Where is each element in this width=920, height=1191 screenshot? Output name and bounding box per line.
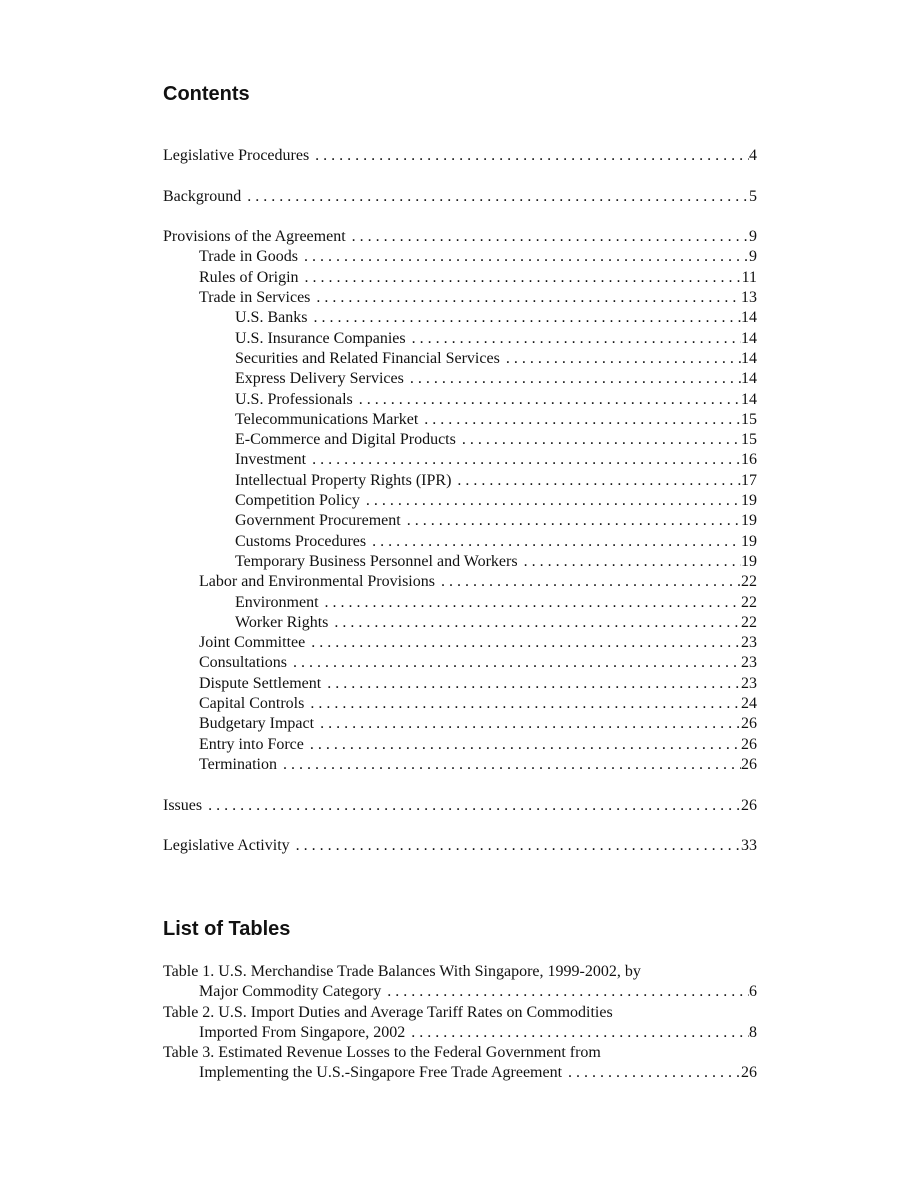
table-entry-page: 26 <box>741 1064 757 1082</box>
toc-leader-dots <box>306 450 741 470</box>
list-of-tables <box>163 962 757 1084</box>
toc-entry-telecommunications[interactable] <box>163 410 757 430</box>
toc-entry-securities[interactable] <box>163 349 757 369</box>
table-entry-continuation <box>163 982 757 1002</box>
toc-entry-page: 19 <box>741 492 757 510</box>
toc-leader-dots <box>304 694 741 714</box>
list-of-tables-heading: List of Tables <box>163 918 291 940</box>
toc-entry-investment[interactable] <box>163 450 757 470</box>
toc-entry-page: 14 <box>741 390 757 408</box>
toc-entry-issues[interactable] <box>163 796 757 816</box>
toc-entry-page: 23 <box>741 654 757 672</box>
toc-entry-page: 5 <box>749 187 757 205</box>
table-entry-page: 6 <box>749 983 757 1001</box>
table-entry-label: Major Commodity Category <box>199 983 382 1001</box>
table-entry-title: Table 2. U.S. Import Duties and Average Tariff Rates on Commodities <box>163 1003 613 1021</box>
toc-entry-label: Temporary Business Personnel and Workers <box>235 552 518 570</box>
toc-entry-label: Government Procurement <box>235 512 401 530</box>
toc-leader-dots <box>381 982 749 1002</box>
toc-entry-label: Express Delivery Services <box>235 370 404 388</box>
toc-entry-page: 26 <box>741 735 757 753</box>
toc-leader-dots <box>418 410 741 430</box>
toc-entry-label: Worker Rights <box>235 613 329 631</box>
toc-entry-trade-in-goods[interactable] <box>163 247 757 267</box>
toc-leader-dots <box>562 1063 741 1083</box>
toc-entry-page: 15 <box>741 431 757 449</box>
toc-entry-label: Telecommunications Market <box>235 410 419 428</box>
toc-entry-page: 24 <box>741 695 757 713</box>
toc-entry-government-procurement[interactable] <box>163 511 757 531</box>
toc-entry-page: 11 <box>741 268 757 286</box>
toc-entry-page: 15 <box>741 410 757 428</box>
toc-leader-dots <box>401 511 741 531</box>
toc-leader-dots <box>309 146 749 166</box>
table-entry-continuation <box>163 1023 757 1043</box>
toc-entry-consultations[interactable] <box>163 653 757 673</box>
toc-leader-dots <box>360 491 741 511</box>
toc-entry-page: 17 <box>741 471 757 489</box>
toc-leader-dots <box>290 836 741 856</box>
toc-entry-capital-controls[interactable] <box>163 694 757 714</box>
toc-entry-label: U.S. Professionals <box>235 390 353 408</box>
toc-entry-label: Capital Controls <box>199 695 305 713</box>
toc-entry-label: Competition Policy <box>235 492 360 510</box>
toc-entry-page: 26 <box>741 715 757 733</box>
toc-entry-page: 26 <box>741 796 757 814</box>
toc-entry-page: 22 <box>741 573 757 591</box>
toc-entry-page: 9 <box>749 228 757 246</box>
toc-entry-page: 9 <box>749 248 757 266</box>
toc-entry-label: Consultations <box>199 654 288 672</box>
toc-entry-competition-policy[interactable] <box>163 491 757 511</box>
toc-entry-customs-procedures[interactable] <box>163 532 757 552</box>
toc-entry-page: 19 <box>741 512 757 530</box>
toc-entry-label: Rules of Origin <box>199 268 299 286</box>
toc-entry-page: 19 <box>741 552 757 570</box>
toc-entry-page: 13 <box>741 289 757 307</box>
toc-entry-provisions[interactable] <box>163 227 757 247</box>
toc-entry-label: Intellectual Property Rights (IPR) <box>235 471 452 489</box>
table-entry-1[interactable] <box>163 962 757 1003</box>
toc-entry-worker-rights[interactable] <box>163 613 757 633</box>
contents-heading: Contents <box>163 83 250 105</box>
table-entry-label: Imported From Singapore, 2002 <box>199 1023 406 1041</box>
toc-entry-environment[interactable] <box>163 593 757 613</box>
toc-entry-page: 14 <box>741 370 757 388</box>
toc-leader-dots <box>500 349 741 369</box>
table-entry-2[interactable] <box>163 1003 757 1044</box>
table-entry-page: 8 <box>749 1023 757 1041</box>
toc-entry-label: Legislative Procedures <box>163 147 310 164</box>
table-entry-label: Implementing the U.S.-Singapore Free Trade Agreement <box>199 1064 563 1082</box>
toc-entry-label: Trade in Goods <box>199 248 298 266</box>
toc-leader-dots <box>202 796 741 816</box>
toc-entry-label: Dispute Settlement <box>199 674 322 692</box>
toc-entry-label: Labor and Environmental Provisions <box>199 573 435 591</box>
toc-leader-dots <box>456 430 741 450</box>
toc-entry-label: Investment <box>235 451 307 469</box>
toc-entry-ipr[interactable] <box>163 471 757 491</box>
table-entry-title: Table 3. Estimated Revenue Losses to the Federal Government from <box>163 1044 601 1062</box>
toc-entry-dispute-settlement[interactable] <box>163 674 757 694</box>
toc-entry-label: Provisions of the Agreement <box>163 228 346 246</box>
toc-entry-joint-committee[interactable] <box>163 633 757 653</box>
toc-leader-dots <box>328 613 741 633</box>
toc-leader-dots <box>346 227 749 247</box>
toc-entry-label: Background <box>163 187 242 205</box>
toc-entry-label: Budgetary Impact <box>199 715 315 733</box>
toc-leader-dots <box>319 593 741 613</box>
toc-entry-page: 14 <box>741 329 757 347</box>
toc-entry-termination[interactable] <box>163 755 757 775</box>
toc-leader-dots <box>321 674 741 694</box>
toc-entry-page: 23 <box>741 634 757 652</box>
toc-entry-temporary-business-personnel[interactable] <box>163 552 757 572</box>
toc-entry-label: Termination <box>199 755 277 773</box>
toc-entry-us-insurance-companies[interactable] <box>163 329 757 349</box>
toc-entry-background[interactable] <box>163 187 757 207</box>
toc-entry-e-commerce[interactable] <box>163 430 757 450</box>
toc-entry-label: Customs Procedures <box>235 532 367 550</box>
toc-entry-label: Issues <box>163 796 203 814</box>
toc-entry-page: 16 <box>741 451 757 469</box>
toc-entry-page: 22 <box>741 593 757 611</box>
toc-leader-dots <box>451 471 741 491</box>
toc-leader-dots <box>314 714 741 734</box>
toc-leader-dots <box>307 308 741 328</box>
toc-leader-dots <box>299 268 742 288</box>
toc-leader-dots <box>406 329 741 349</box>
table-entry-title: Table 1. U.S. Merchandise Trade Balances With Singapore, 1999-2002, by <box>163 963 641 980</box>
toc-entry-label: Trade in Services <box>199 289 311 307</box>
toc-entry-label: Legislative Activity <box>163 837 290 855</box>
toc-leader-dots <box>405 1023 749 1043</box>
toc-entry-label: E-Commerce and Digital Products <box>235 431 456 449</box>
toc-entry-label: U.S. Banks <box>235 309 308 327</box>
toc-entry-page: 14 <box>741 349 757 367</box>
toc-entry-rules-of-origin[interactable] <box>163 268 757 288</box>
toc-entry-label: Environment <box>235 593 319 611</box>
toc-entry-legislative-procedures[interactable] <box>163 146 757 166</box>
toc-entry-budgetary-impact[interactable] <box>163 714 757 734</box>
table-entry-continuation <box>163 1063 757 1083</box>
toc-leader-dots <box>353 390 741 410</box>
toc-entry-page: 19 <box>741 532 757 550</box>
toc-entry-page: 22 <box>741 613 757 631</box>
table-entry-3[interactable] <box>163 1043 757 1084</box>
toc-leader-dots <box>366 532 741 552</box>
toc-leader-dots <box>241 187 749 207</box>
toc-leader-dots <box>298 247 749 267</box>
toc-entry-page: 26 <box>741 755 757 773</box>
toc-leader-dots <box>277 755 741 775</box>
toc-leader-dots <box>305 633 741 653</box>
toc-entry-us-professionals[interactable] <box>163 390 757 410</box>
toc-entry-express-delivery[interactable] <box>163 369 757 389</box>
toc-entry-page: 4 <box>749 147 757 164</box>
toc-leader-dots <box>304 735 741 755</box>
toc-leader-dots <box>404 369 741 389</box>
toc-leader-dots <box>310 288 741 308</box>
toc-entry-labor-environmental[interactable] <box>163 572 757 592</box>
toc-entry-legislative-activity[interactable] <box>163 836 757 856</box>
toc-leader-dots <box>287 653 741 673</box>
toc-entry-entry-into-force[interactable] <box>163 735 757 755</box>
toc-entry-label: Joint Committee <box>199 634 306 652</box>
toc-entry-page: 14 <box>741 309 757 327</box>
toc-entry-label: Entry into Force <box>199 735 304 753</box>
table-of-contents <box>163 146 757 856</box>
toc-entry-label: U.S. Insurance Companies <box>235 329 406 347</box>
toc-entry-page: 33 <box>741 837 757 855</box>
toc-entry-us-banks[interactable] <box>163 308 757 328</box>
toc-entry-trade-in-services[interactable] <box>163 288 757 308</box>
toc-entry-label: Securities and Related Financial Services <box>235 349 500 367</box>
toc-leader-dots <box>435 572 741 592</box>
toc-entry-page: 23 <box>741 674 757 692</box>
toc-leader-dots <box>518 552 741 572</box>
